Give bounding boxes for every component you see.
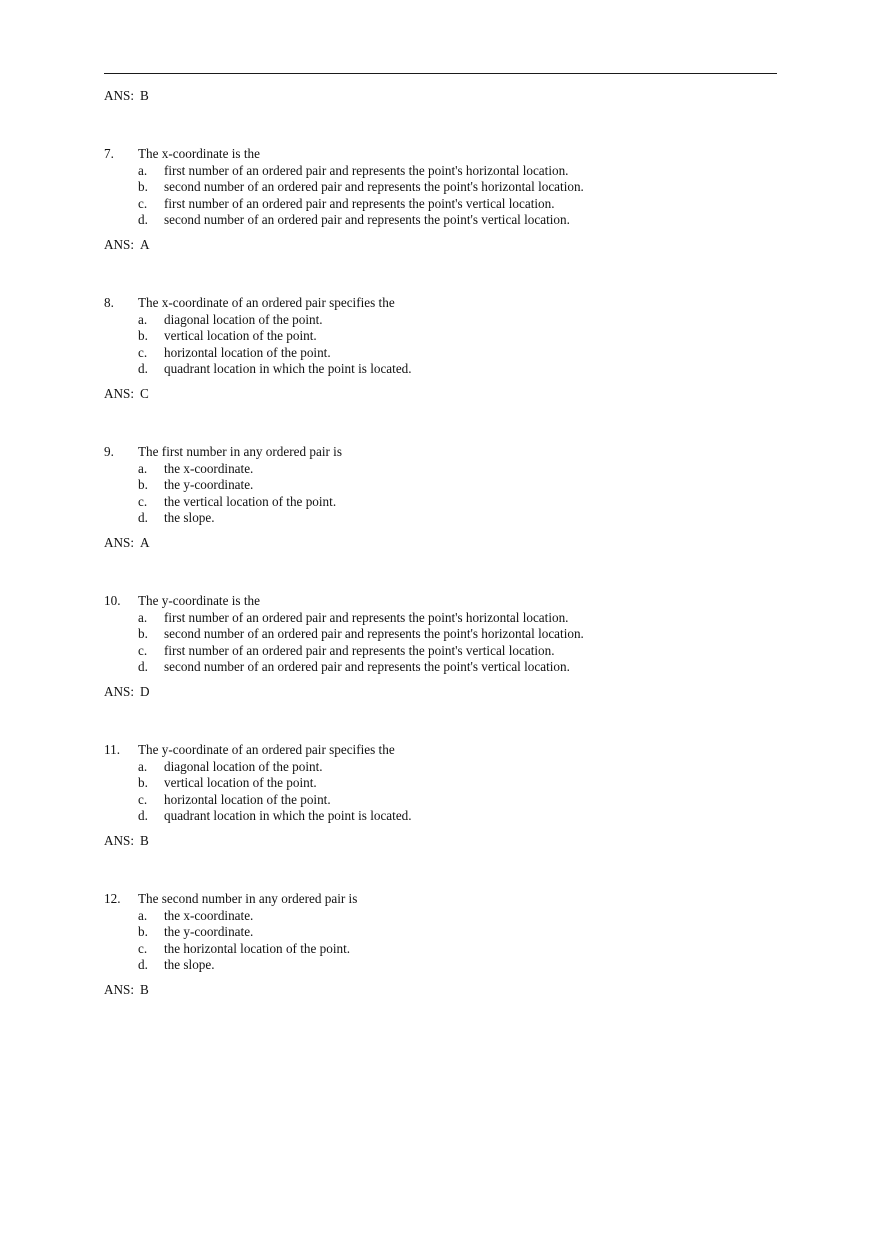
answer-value: B [140, 88, 149, 103]
answer-label: ANS: [104, 535, 135, 550]
option-b [104, 477, 784, 494]
option-text: second number of an ordered pair and represents the point's vertical location. [164, 212, 570, 227]
option-d [104, 510, 784, 527]
answer-label: ANS: [104, 833, 135, 848]
option-letter: d. [138, 510, 148, 525]
question-12 [104, 891, 784, 974]
option-letter: b. [138, 924, 148, 939]
question-number: 8. [104, 295, 114, 310]
option-letter: a. [138, 460, 148, 476]
option-text: the y-coordinate. [164, 477, 254, 492]
option-b [104, 179, 784, 196]
answer-label: ANS: [104, 237, 135, 252]
option-text: horizontal location of the point. [164, 791, 331, 807]
option-text: first number of an ordered pair and represents the point's horizontal location. [164, 609, 569, 625]
option-c [104, 196, 784, 213]
answer-value: A [140, 237, 150, 252]
option-c [104, 345, 784, 362]
option-text: the slope. [164, 510, 215, 525]
question-10 [104, 593, 784, 676]
option-text: second number of an ordered pair and represents the point's horizontal location. [164, 626, 584, 641]
question-stem-line [104, 295, 784, 312]
option-d [104, 212, 784, 229]
question-11 [104, 742, 784, 825]
question-8 [104, 295, 784, 378]
question-number: 10. [104, 593, 121, 608]
option-text: diagonal location of the point. [164, 758, 323, 774]
option-text: first number of an ordered pair and represents the point's horizontal location. [164, 162, 569, 178]
option-text: the x-coordinate. [164, 460, 254, 476]
question-9 [104, 444, 784, 527]
option-letter: a. [138, 162, 148, 178]
previous-answer [104, 88, 149, 104]
answer-value: D [140, 684, 150, 699]
option-a [104, 908, 784, 925]
question-stem-line [104, 891, 784, 908]
question-stem: The x-coordinate is the [138, 146, 260, 161]
option-letter: d. [138, 957, 148, 972]
option-text: second number of an ordered pair and represents the point's vertical location. [164, 659, 570, 674]
option-c [104, 494, 784, 511]
answer-9 [104, 535, 150, 551]
option-letter: c. [138, 493, 148, 509]
option-letter: a. [138, 609, 148, 625]
answer-12 [104, 982, 149, 998]
option-text: vertical location of the point. [164, 775, 317, 790]
question-number: 7. [104, 146, 114, 161]
question-stem: The y-coordinate of an ordered pair specifies the [138, 742, 395, 757]
question-number: 12. [104, 891, 121, 906]
option-letter: c. [138, 642, 148, 658]
option-b [104, 328, 784, 345]
answer-7 [104, 237, 150, 253]
option-text: vertical location of the point. [164, 328, 317, 343]
option-text: first number of an ordered pair and represents the point's vertical location. [164, 642, 555, 658]
option-letter: a. [138, 758, 148, 774]
option-letter: a. [138, 311, 148, 327]
question-stem-line [104, 146, 784, 163]
option-c [104, 941, 784, 958]
option-letter: b. [138, 179, 148, 194]
option-text: the horizontal location of the point. [164, 940, 351, 956]
option-b [104, 626, 784, 643]
option-text: horizontal location of the point. [164, 344, 331, 360]
option-letter: b. [138, 477, 148, 492]
option-b [104, 775, 784, 792]
top-rule [104, 73, 777, 74]
option-letter: d. [138, 361, 148, 376]
option-letter: c. [138, 940, 148, 956]
answer-value: B [140, 982, 149, 997]
question-stem: The first number in any ordered pair is [138, 444, 342, 459]
answer-10 [104, 684, 150, 700]
answer-value: A [140, 535, 150, 550]
option-text: first number of an ordered pair and represents the point's vertical location. [164, 195, 555, 211]
question-stem: The x-coordinate of an ordered pair specifies the [138, 295, 395, 310]
option-letter: b. [138, 775, 148, 790]
question-stem-line [104, 593, 784, 610]
option-a [104, 610, 784, 627]
option-letter: c. [138, 344, 148, 360]
option-a [104, 461, 784, 478]
option-d [104, 659, 784, 676]
option-text: second number of an ordered pair and represents the point's horizontal location. [164, 179, 584, 194]
option-text: the y-coordinate. [164, 924, 254, 939]
question-number: 11. [104, 742, 120, 757]
answer-label: ANS: [104, 386, 135, 401]
option-letter: d. [138, 659, 148, 674]
option-text: quadrant location in which the point is located. [164, 808, 412, 823]
option-text: the slope. [164, 957, 215, 972]
option-a [104, 163, 784, 180]
question-stem-line [104, 444, 784, 461]
option-text: the x-coordinate. [164, 907, 254, 923]
answer-11 [104, 833, 149, 849]
option-a [104, 759, 784, 776]
question-stem: The second number in any ordered pair is [138, 891, 358, 906]
option-text: quadrant location in which the point is located. [164, 361, 412, 376]
option-c [104, 792, 784, 809]
option-b [104, 924, 784, 941]
answer-label: ANS: [104, 982, 135, 997]
option-letter: c. [138, 791, 148, 807]
question-number: 9. [104, 444, 114, 459]
option-letter: a. [138, 907, 148, 923]
question-stem: The y-coordinate is the [138, 593, 260, 608]
option-a [104, 312, 784, 329]
answer-value: C [140, 386, 149, 401]
question-7 [104, 146, 784, 229]
option-letter: d. [138, 808, 148, 823]
option-text: the vertical location of the point. [164, 493, 337, 509]
answer-8 [104, 386, 149, 402]
answer-label: ANS: [104, 684, 135, 699]
answer-value: B [140, 833, 149, 848]
question-stem-line [104, 742, 784, 759]
option-text: diagonal location of the point. [164, 311, 323, 327]
option-letter: b. [138, 626, 148, 641]
option-d [104, 957, 784, 974]
option-letter: b. [138, 328, 148, 343]
option-letter: d. [138, 212, 148, 227]
option-c [104, 643, 784, 660]
answer-label: ANS: [104, 88, 135, 103]
option-d [104, 808, 784, 825]
option-letter: c. [138, 195, 148, 211]
option-d [104, 361, 784, 378]
